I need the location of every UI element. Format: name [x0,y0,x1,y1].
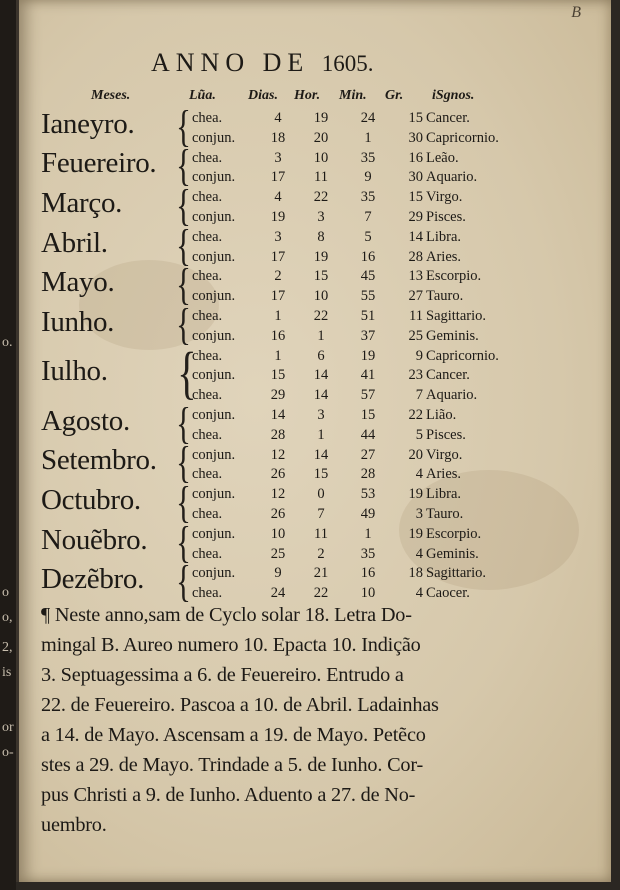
cell-degree: 30 [408,129,423,146]
cell-minute: 53 [360,486,376,503]
cell-minute: 35 [360,189,376,206]
cell-hour: 3 [317,209,325,225]
month-name: Setembro. [41,444,157,477]
cell-minute: 1 [364,525,372,542]
cell-degree: 15 [408,189,423,206]
cell-phase: chea. [192,149,223,166]
cell-hour: 15 [313,268,329,285]
cell-minute: 9 [364,169,372,186]
cell-phase: chea. [192,585,223,602]
almanac-page [16,0,611,882]
cell-minute: 49 [360,506,376,522]
calendar-notes-paragraph [41,600,549,840]
month-name: Ianeyro. [41,107,135,140]
cell-degree: 5 [415,426,423,443]
cell-degree: 4 [415,585,423,602]
margin-fragment: is [2,665,12,680]
cell-phase: chea. [192,228,223,245]
month-name: Octubro. [41,484,141,516]
cell-hour: 1 [317,327,325,344]
cell-phase: conjun. [192,565,236,582]
cell-minute: 24 [360,110,376,126]
cell-sign: Caocer. [426,585,470,602]
cell-hour: 10 [313,149,329,166]
cell-day: 16 [270,327,286,344]
cell-degree: 30 [408,169,423,186]
cell-degree: 28 [408,248,423,265]
cell-phase: chea. [192,110,223,126]
cell-day: 26 [270,466,286,483]
cell-hour: 20 [313,129,329,146]
cell-phase: conjun. [192,169,236,186]
brace-mark: { [176,181,191,230]
cell-minute: 5 [364,228,372,245]
cell-day: 28 [270,426,286,443]
cell-sign: Libra. [426,486,462,503]
paragraph-line: 3. Septuagessima a 6. de Feuereiro. Entrudo a [41,664,404,686]
left-page-edge [0,0,16,890]
header-dias: Dias. [248,88,278,103]
cell-degree: 3 [415,506,423,522]
cell-hour: 19 [313,248,329,265]
cell-sign: Sagittario. [426,308,487,324]
cell-degree: 19 [408,486,423,503]
cell-hour: 11 [314,525,328,542]
cell-degree: 7 [415,387,423,404]
margin-fragment: o, [2,610,13,625]
cell-sign: Cancer. [426,110,470,126]
cell-hour: 22 [313,189,329,206]
brace-mark: { [176,141,191,191]
cell-day: 14 [270,407,286,423]
cell-phase: conjun. [192,486,236,503]
cell-day: 24 [270,585,286,602]
cell-phase: conjun. [192,248,236,265]
cell-sign: Escorpio. [426,525,482,542]
month-name: Feuereiro. [41,147,157,180]
cell-degree: 29 [408,209,423,225]
brace-mark: { [176,438,191,488]
cell-sign: Sagittario. [426,565,487,582]
cell-minute: 19 [360,347,376,364]
cell-phase: conjun. [192,407,236,423]
cell-sign: Virgo. [426,189,463,206]
cell-day: 25 [270,545,286,562]
cell-phase: conjun. [192,367,236,384]
cell-day: 19 [270,209,286,225]
cell-degree: 27 [408,288,423,305]
cell-sign: Lião. [426,407,457,423]
cell-day: 18 [270,129,286,146]
cell-minute: 57 [360,387,376,404]
brace-mark: { [176,220,191,270]
cell-minute: 55 [360,288,376,305]
cell-sign: Aries. [426,466,462,483]
cell-minute: 44 [360,426,376,443]
cell-phase: conjun. [192,446,236,463]
cell-phase: chea. [192,466,223,483]
cell-day: 1 [274,308,282,324]
cell-minute: 41 [360,367,376,384]
cell-degree: 23 [408,367,423,384]
cell-day: 4 [274,110,282,126]
paragraph-line: a 14. de Mayo. Ascensam a 19. de Mayo. Petẽco [41,724,426,746]
cell-degree: 16 [408,149,423,166]
header-meses: Meses. [91,88,131,103]
margin-fragment: o [2,585,9,600]
cell-hour: 14 [313,387,329,404]
cell-sign: Libra. [426,228,462,245]
cell-phase: chea. [192,268,223,285]
cell-phase: conjun. [192,209,236,225]
brace-mark: { [176,557,191,607]
cell-minute: 16 [360,248,376,265]
cell-sign: Geminis. [426,545,479,562]
cell-phase: chea. [192,545,223,562]
cell-minute: 28 [360,466,376,483]
cell-phase: chea. [192,347,223,364]
cell-degree: 22 [408,407,423,423]
cell-hour: 10 [313,288,329,305]
cell-day: 12 [270,486,286,503]
cell-degree: 18 [408,565,423,582]
margin-fragment: o- [2,745,14,760]
cell-minute: 1 [364,129,372,146]
title-text: ANNO DE [151,48,310,77]
margin-fragment: o. [2,335,13,350]
cell-day: 10 [270,525,286,542]
cell-day: 17 [270,169,286,186]
cell-degree: 25 [408,327,423,344]
cell-hour: 6 [317,347,325,364]
cell-degree: 14 [408,228,423,245]
cell-hour: 15 [313,466,329,483]
cell-degree: 20 [408,446,423,463]
cell-sign: Pisces. [426,426,466,443]
header-min: Min. [339,88,367,103]
cell-hour: 0 [317,486,325,503]
cell-day: 2 [274,268,282,285]
brace-mark: { [176,101,191,151]
brace-mark: { [176,299,191,349]
cell-day: 17 [270,288,286,305]
month-name: Iulho. [41,355,108,388]
cell-sign: Cancer. [426,367,470,384]
cell-sign: Pisces. [426,209,466,225]
paragraph-line: mingal B. Aureo numero 10. Epacta 10. Indição [41,634,421,656]
cell-sign: Tauro. [426,506,464,522]
brace-mark: { [176,398,191,448]
cell-minute: 37 [360,327,376,344]
cell-minute: 35 [360,149,376,166]
paragraph-line: pus Christi a 9. de Iunho. Aduento a 27. de No- [41,784,416,806]
paragraph-line: uembro. [41,814,107,836]
paragraph-line: stes a 29. de Mayo. Trindade a 5. de Iunho. Cor- [41,754,424,776]
cell-degree: 19 [408,525,423,542]
cell-sign: Geminis. [426,327,479,344]
cell-day: 3 [274,149,282,166]
header-hor: Hor. [294,88,321,103]
month-name: Iunho. [41,305,115,338]
cell-hour: 14 [313,367,329,384]
cell-day: 9 [274,565,282,582]
brace-mark: { [177,340,197,406]
brace-mark: { [176,478,191,527]
cell-hour: 1 [317,426,325,443]
cell-hour: 7 [317,506,325,522]
cell-minute: 16 [360,565,376,582]
cell-degree: 15 [408,110,423,126]
brace-mark: { [176,260,191,310]
cell-sign: Capricornio. [426,347,499,364]
cell-hour: 22 [313,308,329,324]
cell-day: 26 [270,506,286,522]
paragraph-line: ¶ Neste anno,sam de Cyclo solar 18. Letra Do- [41,604,412,626]
cell-minute: 15 [360,407,376,423]
cell-sign: Aries. [426,248,462,265]
header-signos: iSgnos. [432,88,475,103]
cell-hour: 19 [313,110,329,126]
cell-hour: 2 [317,545,325,562]
month-name: Agosto. [41,404,130,437]
cell-degree: 4 [415,545,423,562]
page-title [151,48,451,78]
margin-fragment: or [2,720,14,735]
cell-phase: chea. [192,426,223,443]
cell-hour: 21 [313,565,329,582]
cell-phase: chea. [192,506,223,522]
cell-sign: Aquario. [426,169,478,186]
month-name: Dezẽbro. [41,563,145,596]
cell-day: 15 [270,367,286,384]
cell-sign: Capricornio. [426,129,499,146]
cell-sign: Tauro. [426,288,464,305]
title-year: 1605. [321,51,374,76]
cell-sign: Escorpio. [426,268,482,285]
cell-phase: conjun. [192,129,236,146]
cell-minute: 27 [360,446,376,463]
cell-degree: 9 [415,347,423,364]
cell-phase: chea. [192,387,223,404]
cell-minute: 51 [360,308,376,324]
cell-minute: 35 [360,545,376,562]
cell-day: 29 [270,387,286,404]
cell-day: 3 [274,228,282,245]
header-lua: Lũa. [189,88,216,103]
month-name: Março. [41,187,123,219]
cell-hour: 14 [313,446,329,463]
cell-phase: chea. [192,189,223,206]
cell-degree: 11 [409,308,423,324]
cell-minute: 45 [360,268,376,285]
cell-day: 1 [274,347,282,364]
cell-sign: Virgo. [426,446,463,463]
cell-hour: 22 [313,585,329,602]
cell-day: 12 [270,446,286,463]
cell-phase: conjun. [192,327,236,344]
paragraph-line: 22. de Feuereiro. Pascoa a 10. de Abril. Ladainhas [41,694,439,716]
header-gr: Gr. [385,88,404,103]
cell-hour: 3 [317,407,325,423]
cell-minute: 7 [364,209,372,225]
cell-degree: 13 [408,268,423,285]
cell-hour: 11 [314,169,328,186]
cell-day: 17 [270,248,286,265]
cell-minute: 10 [360,585,376,602]
margin-fragment: 2, [2,640,13,655]
month-name: Nouẽbro. [41,523,148,556]
cell-hour: 8 [317,228,325,245]
month-name: Mayo. [41,266,115,299]
cell-phase: chea. [192,308,223,324]
cell-sign: Leão. [426,149,459,166]
brace-mark: { [176,517,191,567]
folio-mark: B [571,4,581,21]
cell-degree: 4 [415,466,423,483]
cell-day: 4 [274,189,282,206]
cell-phase: conjun. [192,525,236,542]
month-name: Abril. [41,226,108,259]
cell-sign: Aquario. [426,387,478,404]
cell-phase: conjun. [192,288,236,305]
